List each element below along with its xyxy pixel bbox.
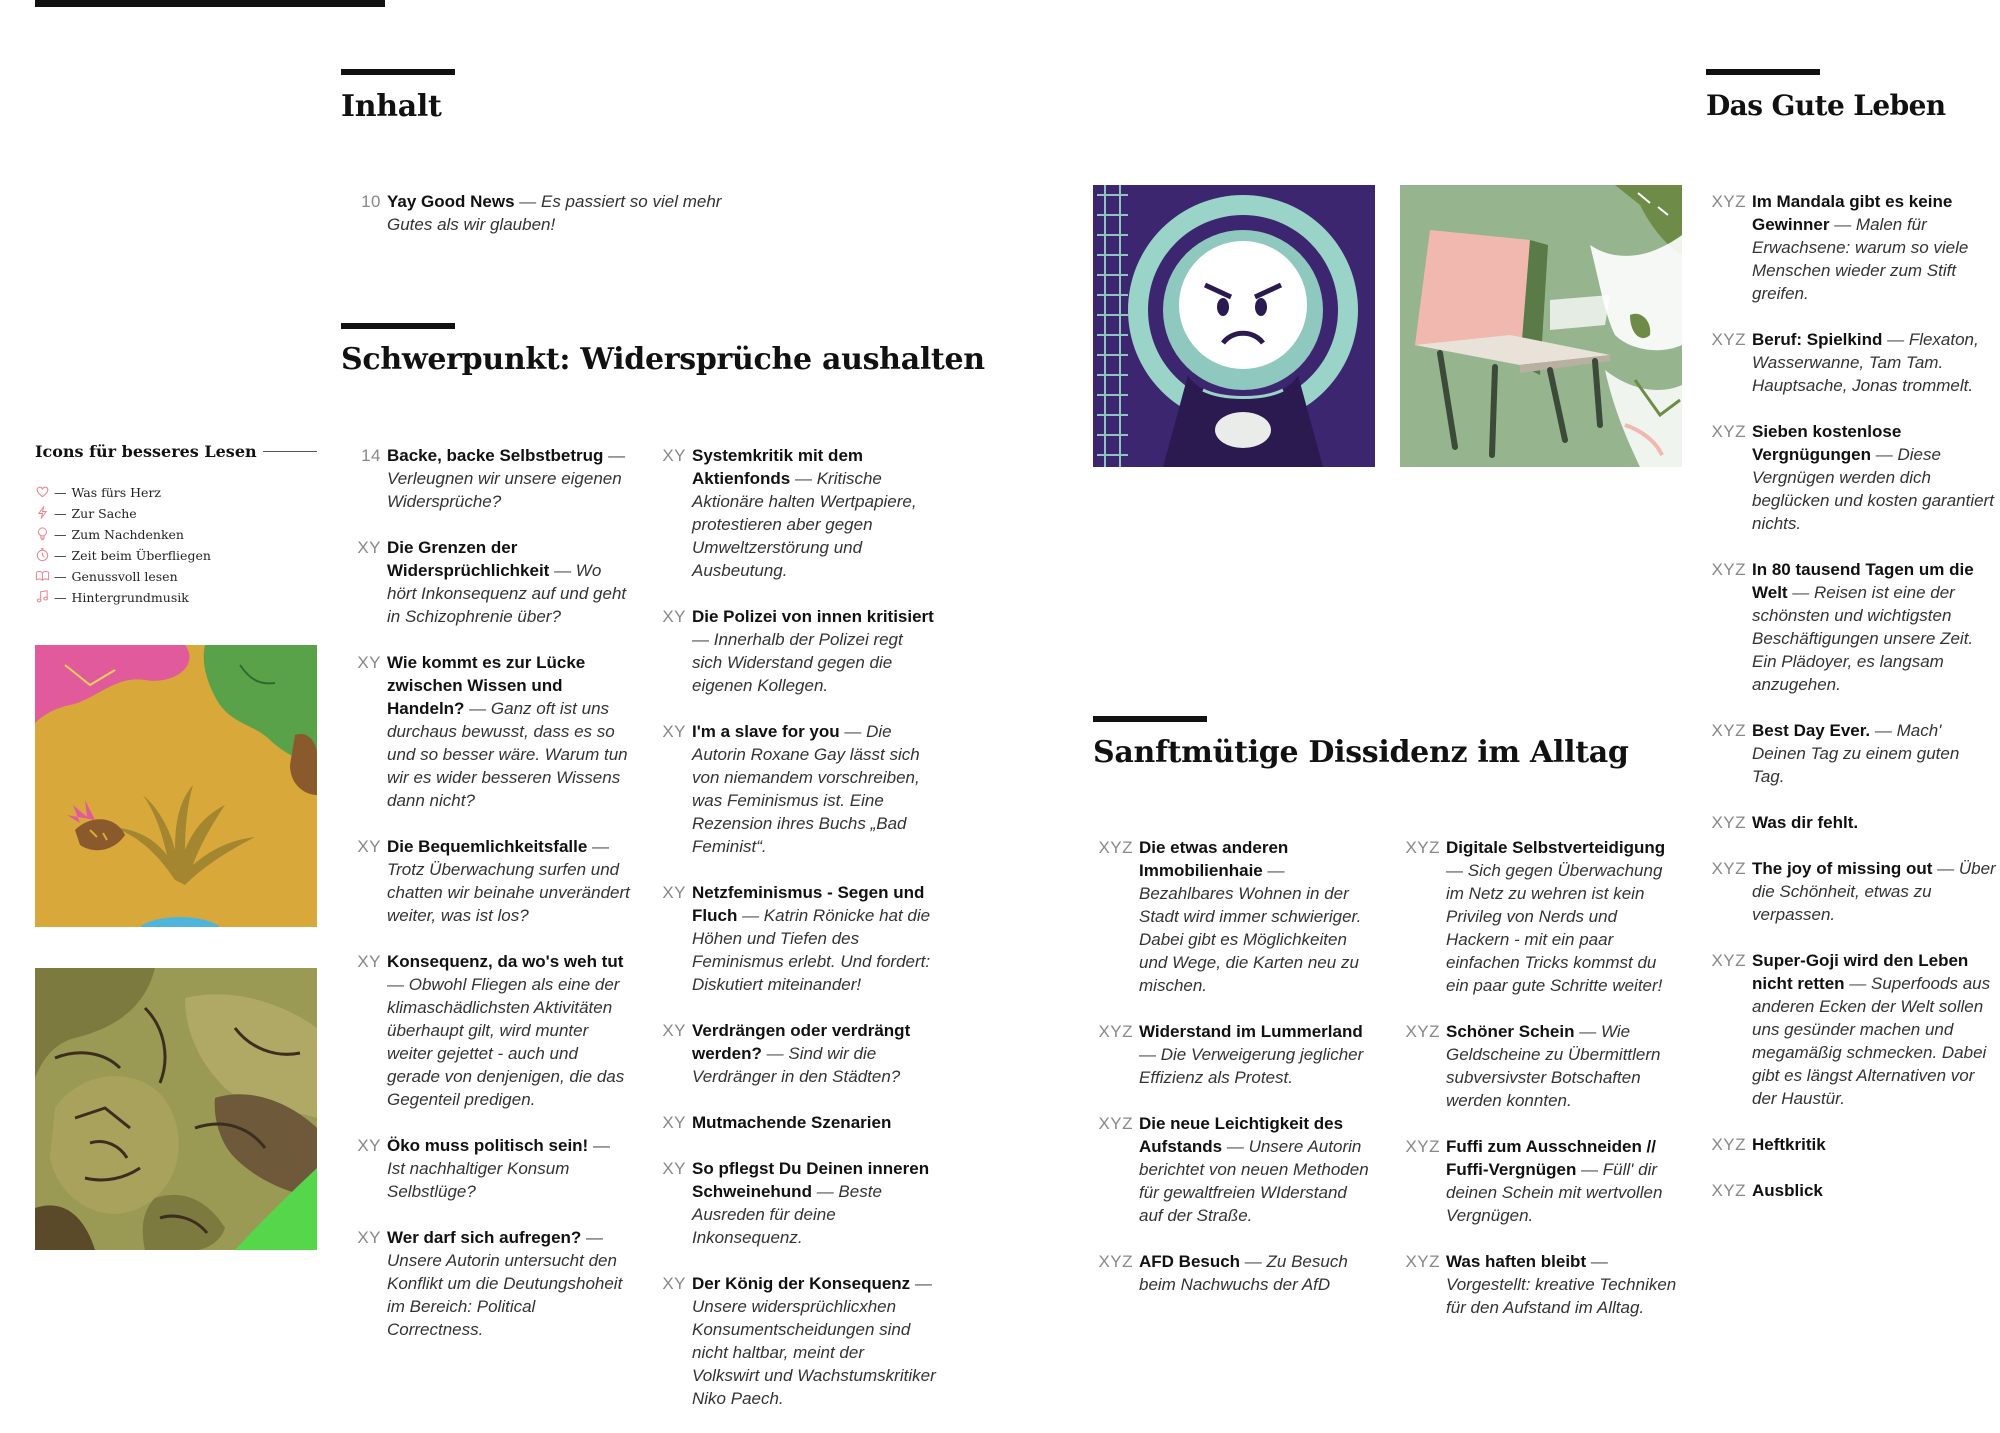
page-number: XYZ (1711, 1181, 1746, 1200)
entry-title: Wie kommt es zur Lücke zwischen Wissen und Handeln? (387, 653, 586, 718)
entry-dash: — (1829, 215, 1856, 234)
legend-label: Hintergrundmusik (71, 590, 189, 605)
page-number: XYZ (1711, 560, 1746, 579)
toc-entry (646, 444, 936, 582)
page-number: XYZ (1405, 1252, 1440, 1271)
entry-title: Die neue Leichtigkeit des Aufstands (1139, 1114, 1344, 1156)
entry-description: Verleugnen wir unsere eigenen Widersprüche? (387, 469, 622, 511)
entry-description: Katrin Rönicke hat die Höhen und Tiefen des Feminismus erlebt. Und fordert: Diskutiert miteinander! (692, 906, 931, 994)
entry-title: Wer darf sich aufregen? (387, 1228, 582, 1247)
entry-title: Yay Good News (387, 192, 515, 211)
entry-dash: — (549, 561, 576, 580)
legend-label: Zum Nachdenken (71, 527, 184, 542)
toc-entry (1093, 1020, 1375, 1089)
toc-entry (341, 1226, 631, 1341)
toc-entry (1093, 836, 1375, 997)
entry-title: In 80 tausend Tagen um die Welt (1752, 560, 1974, 602)
entry-description: Wie Geldscheine zu Übermittlern subversivster Botschaften werden konnten. (1446, 1022, 1661, 1110)
illustration-faces (35, 968, 317, 1250)
entry-description: Superfoods aus anderen Ecken der Welt sollen uns gesünder machen und megamäßig schmecken. Dabei gibt es längst Alternativen vor der Haustür. (1752, 974, 1991, 1108)
entry-description: Unsere widersprüchlicxhen Konsumentscheidungen sind nicht haltbar, meint der Volkswirt und Wachstumskritiker Niko Paech. (692, 1297, 936, 1408)
entry-title: Digitale Selbstverteidigung (1446, 838, 1666, 857)
entry-title: AFD Besuch (1139, 1252, 1241, 1271)
toc-list-dissidenz-right (1400, 836, 1682, 1342)
legend-item (35, 482, 211, 503)
entry-dash: — (1222, 1137, 1249, 1156)
legend-label: Genussvoll lesen (71, 569, 178, 584)
toc-entry (646, 605, 936, 697)
toc-entry (646, 1111, 936, 1134)
page-number: XY (662, 1159, 686, 1178)
entry-title: Im Mandala gibt es keine Gewinner (1752, 192, 1953, 234)
heart-icon (35, 484, 54, 502)
toc-entry (1706, 857, 1996, 926)
legend-dash: — (54, 506, 67, 521)
entry-title: Systemkritik mit dem Aktienfonds (692, 446, 864, 488)
page-number: XYZ (1098, 838, 1133, 857)
toc-entry (646, 720, 936, 858)
entry-title: Was haften bleibt (1446, 1252, 1587, 1271)
entry-dash: — (1446, 861, 1468, 880)
icons-legend-title: Icons für besseres Lesen (35, 442, 317, 461)
page-number: XYZ (1711, 721, 1746, 740)
entry-description: Obwohl Fliegen als eine der klimaschädlichsten Aktivitäten überhaupt gilt, wird munter weiter gejettet - auch und gerade von denjenigen, die das Gegenteil predigen. (387, 975, 625, 1109)
entry-title: Netzfeminismus - Segen und Fluch (692, 883, 925, 925)
toc-list-schwerpunkt-right (646, 444, 936, 1433)
page-number: XYZ (1405, 1022, 1440, 1041)
page-number: XYZ (1711, 1135, 1746, 1154)
entry-description: Sind wir die Verdränger in den Städten? (692, 1044, 901, 1086)
toc-entry (341, 950, 631, 1111)
entry-title: Konsequenz, da wo's weh tut (387, 952, 624, 971)
page-number: XY (662, 607, 686, 626)
entry-dash: — (464, 699, 491, 718)
toc-entry (1706, 328, 1996, 397)
toc-entry (341, 651, 631, 812)
entry-description: Es passiert so viel mehr Gutes als wir glauben! (387, 192, 722, 234)
lightning-icon (35, 505, 54, 523)
toc-entry (1706, 811, 1996, 834)
entry-dash: — (1882, 330, 1909, 349)
toc-entry (1706, 949, 1996, 1110)
legend-item (35, 503, 211, 524)
legend-item (35, 524, 211, 545)
lightbulb-icon (35, 526, 54, 544)
toc-entry (341, 1134, 631, 1203)
entry-title: Die Grenzen der Widersprüchlichkeit (387, 538, 550, 580)
illustration-grumpy-face (1093, 185, 1375, 467)
entry-description: Vorgestellt: kreative Techniken für den Aufstand im Alltag. (1446, 1275, 1677, 1317)
heading-rule (1093, 716, 1207, 722)
entry-description: Die Verweigerung jeglicher Effizienz als Protest. (1139, 1045, 1364, 1087)
entry-description: Malen für Erwachsene: warum so viele Menschen wieder zum Stift greifen. (1752, 215, 1969, 303)
legend-label: Was fürs Herz (71, 485, 162, 500)
entry-description: Füll' dir deinen Schein mit wertvollen Vergnügen. (1446, 1160, 1663, 1225)
book-icon (35, 568, 54, 586)
page-number: XYZ (1711, 192, 1746, 211)
illustration-agave (35, 645, 317, 927)
page-number: XY (357, 653, 381, 672)
entry-title: Öko muss politisch sein! (387, 1136, 589, 1155)
legend-dash: — (54, 527, 67, 542)
page-number: XYZ (1098, 1252, 1133, 1271)
page-number: XYZ (1098, 1114, 1133, 1133)
toc-list-dissidenz-left (1093, 836, 1375, 1319)
page-number: XYZ (1098, 1022, 1133, 1041)
toc-entry (646, 881, 936, 996)
toc-entry (341, 190, 761, 236)
toc-entry (341, 536, 631, 628)
toc-entry (341, 444, 631, 513)
entry-dash: — (1139, 1045, 1161, 1064)
section-heading-schwerpunkt: Schwerpunkt: Widersprüche aushalten (341, 342, 985, 377)
entry-title: Die etwas anderen Immobilienhaie (1139, 838, 1289, 880)
entry-description: Unsere Autorin untersucht den Konflikt um die Deutungshoheit im Bereich: Political Correctness. (387, 1251, 623, 1339)
legend-label: Zeit beim Überfliegen (71, 548, 211, 563)
entry-description: Innerhalb der Polizei regt sich Widerstand gegen die eigenen Kollegen. (692, 630, 903, 695)
entry-dash: — (1262, 861, 1285, 880)
entry-description: Reisen ist eine der schönsten und wichtigsten Beschäftigungen unsere Zeit. Ein Plädoyer, es langsam anzugehen. (1752, 583, 1974, 694)
entry-dash: — (387, 975, 409, 994)
toc-entry (646, 1157, 936, 1249)
legend-item (35, 587, 211, 608)
entry-dash: — (692, 630, 714, 649)
page-number: XY (662, 446, 686, 465)
toc-entry (1706, 190, 1996, 305)
section-heading-dissidenz: Sanftmütige Dissidenz im Alltag (1093, 735, 1629, 770)
toc-list-inhalt (341, 190, 761, 259)
legend-item (35, 545, 211, 566)
page-number: XYZ (1711, 813, 1746, 832)
entry-description: Über die Schönheit, etwas zu verpassen. (1752, 859, 1996, 924)
toc-entry (341, 835, 631, 927)
entry-title: So pflegst Du Deinen inneren Schweinehund (692, 1159, 930, 1201)
entry-dash: — (761, 1044, 789, 1063)
music-note-icon (35, 589, 54, 607)
entry-title: Widerstand im Lummerland (1139, 1022, 1363, 1041)
entry-title: Best Day Ever. (1752, 721, 1871, 740)
section-heading-gute-leben: Das Gute Leben (1706, 89, 1946, 122)
legend-item (35, 566, 211, 587)
entry-description: Ist nachhaltiger Konsum Selbstlüge? (387, 1159, 570, 1201)
entry-dash: — (790, 469, 817, 488)
page-number: XY (357, 538, 381, 557)
entry-dash: — (603, 446, 626, 465)
toc-list-schwerpunkt-left (341, 444, 631, 1364)
entry-dash: — (1871, 445, 1898, 464)
entry-dash: — (1576, 1160, 1603, 1179)
entry-title: Backe, backe Selbstbetrug (387, 446, 604, 465)
page-number: XY (357, 952, 381, 971)
toc-entry (1400, 1250, 1682, 1319)
toc-entry (1400, 1135, 1682, 1227)
icons-legend (35, 482, 211, 608)
page-number: XYZ (1405, 838, 1440, 857)
page-number: 10 (361, 192, 381, 211)
entry-title: Die Bequemlichkeitsfalle (387, 837, 588, 856)
entry-title: Der König der Konsequenz (692, 1274, 911, 1293)
page-number: XY (662, 1113, 686, 1132)
legend-dash: — (54, 569, 67, 584)
legend-dash: — (54, 590, 67, 605)
page-number: XYZ (1711, 859, 1746, 878)
heading-rule (341, 323, 455, 329)
toc-list-gute-leben (1706, 190, 1996, 1225)
entry-description: Unsere Autorin berichtet von neuen Methoden für gewaltfreien WIderstand auf der Straße. (1139, 1137, 1369, 1225)
toc-entry (1706, 558, 1996, 696)
entry-description: Bezahlbares Wohnen in der Stadt wird immer schwieriger. Dabei gibt es Möglichkeiten und Wege, die Karten neu zu mischen. (1139, 884, 1362, 995)
legend-dash: — (54, 548, 67, 563)
entry-dash: — (587, 837, 610, 856)
entry-title: Die Polizei von innen kritisiert (692, 607, 934, 626)
illustration-chair (1400, 185, 1682, 467)
entry-description: Trotz Überwachung surfen und chatten wir beinahe unverändert weiter, was ist los? (387, 860, 630, 925)
entry-title: Ausblick (1752, 1181, 1823, 1200)
entry-description: Die Autorin Roxane Gay lässt sich von niemandem vorschreiben, was Feminismus ist. Eine Rezension ihres Buchs „Bad Feminist“. (692, 722, 920, 856)
entry-title: Schöner Schein (1446, 1022, 1575, 1041)
entry-dash: — (581, 1228, 604, 1247)
page-number: XYZ (1711, 951, 1746, 970)
entry-title: Sieben kostenlose Vergnügungen (1752, 422, 1902, 464)
title-line (263, 451, 317, 452)
entry-dash: — (514, 192, 541, 211)
entry-title: Verdrängen oder verdrängt werden? (692, 1021, 911, 1063)
stopwatch-icon (35, 547, 54, 565)
entry-dash: — (1586, 1252, 1608, 1271)
entry-dash: — (1932, 859, 1959, 878)
toc-entry (1706, 420, 1996, 535)
entry-dash: — (737, 906, 764, 925)
legend-label: Zur Sache (71, 506, 137, 521)
entry-description: Sich gegen Überwachung im Netz zu wehren ist kein Privileg von Nerds und Hackern - mit ein paar einfachen Tricks kommst du ein paar gute Schritte weiter! (1446, 861, 1663, 995)
entry-description: Mach' Deinen Tag zu einem guten Tag. (1752, 721, 1960, 786)
page-number: XYZ (1711, 330, 1746, 349)
toc-entry (646, 1019, 936, 1088)
entry-title: I'm a slave for you (692, 722, 840, 741)
entry-description: Beste Ausreden für deine Inkonsequenz. (692, 1182, 882, 1247)
entry-dash: — (839, 722, 867, 741)
toc-entry (1093, 1250, 1375, 1296)
entry-dash: — (1240, 1252, 1267, 1271)
page-number: XY (357, 1136, 381, 1155)
entry-title: Super-Goji wird den Leben nicht retten (1752, 951, 1969, 993)
entry-description: Zu Besuch beim Nachwuchs der AfD (1139, 1252, 1348, 1294)
page-number: XY (357, 837, 381, 856)
entry-title: Was dir fehlt. (1752, 813, 1859, 832)
page-number: XY (662, 722, 686, 741)
entry-description: Flexaton, Wasserwanne, Tam Tam. Hauptsache, Jonas trommelt. (1752, 330, 1979, 395)
toc-entry (1400, 836, 1682, 997)
entry-description: Wo hört Inkonsequenz auf und geht in Schizophrenie über? (387, 561, 627, 626)
toc-entry (1400, 1020, 1682, 1112)
entry-title: Fuffi zum Ausschneiden // Fuffi-Vergnügen (1446, 1137, 1656, 1179)
page-number: XYZ (1405, 1137, 1440, 1156)
entry-dash: — (1574, 1022, 1601, 1041)
entry-title: The joy of missing out (1752, 859, 1933, 878)
page-number: XYZ (1711, 422, 1746, 441)
page-number: 14 (361, 446, 381, 465)
entry-description: Diese Vergnügen werden dich beglücken und kosten garantiert nichts. (1752, 445, 1994, 533)
page-number: XY (662, 883, 686, 902)
entry-dash: — (910, 1274, 932, 1293)
page-number: XY (357, 1228, 381, 1247)
heading-rule (1706, 69, 1820, 75)
entry-dash: — (1870, 721, 1897, 740)
entry-dash: — (588, 1136, 610, 1155)
entry-description: Kritische Aktionäre halten Wertpapiere, protestieren aber gegen Umweltzerstörung und Ausbeutung. (692, 469, 917, 580)
entry-description: Ganz oft ist uns durchaus bewusst, dass es so und so besser wäre. Warum tun wir es wider besseren Wissens dann nicht? (387, 699, 628, 810)
entry-title: Mutmachende Szenarien (692, 1113, 892, 1132)
toc-entry (1706, 719, 1996, 788)
legend-dash: — (54, 485, 67, 500)
entry-dash: — (811, 1182, 839, 1201)
toc-entry (1706, 1133, 1996, 1156)
entry-dash: — (1844, 974, 1872, 993)
top-bar (35, 0, 385, 7)
toc-entry (646, 1272, 936, 1410)
toc-entry (1706, 1179, 1996, 1202)
entry-title: Beruf: Spielkind (1752, 330, 1883, 349)
entry-title: Heftkritik (1752, 1135, 1826, 1154)
entry-dash: — (1787, 583, 1815, 602)
page-number: XY (662, 1021, 686, 1040)
heading-rule (341, 69, 455, 75)
toc-entry (1093, 1112, 1375, 1227)
page-number: XY (662, 1274, 686, 1293)
section-heading-inhalt: Inhalt (341, 89, 442, 124)
